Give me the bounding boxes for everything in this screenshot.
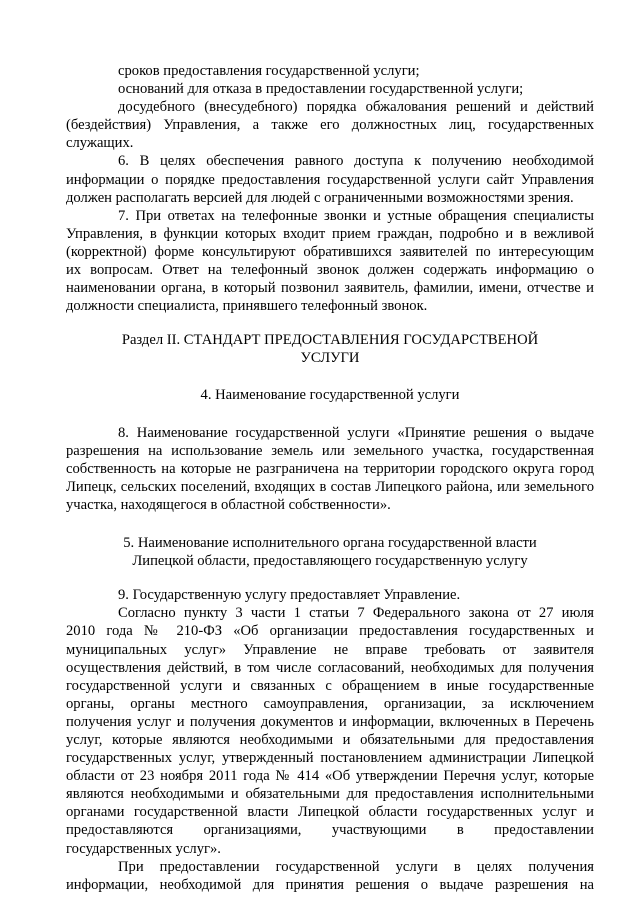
document-page [66,62,594,894]
text-line: органы, органы местного самоуправления, организации, за исключением [66,695,594,712]
text-line: осуществления действий, в том числе согласований, необходимых для получения [66,659,594,676]
text-line: должности специалиста, принявшего телефонный звонок. [66,298,428,315]
subsection-title-line: 5. Наименование исполнительного органа государственной власти [123,535,537,552]
list-item: оснований для отказа в предоставлении государственной услуги; [118,81,524,98]
text-line: досудебного (внесудебного) порядка обжалования решений и действий [118,99,594,116]
text-line: 7. При ответах на телефонные звонки и устные обращения специалисты [118,207,594,224]
text-line: участка, находящегося в областной собственности». [66,496,391,513]
text-line: информации о порядке предоставления государственной услуги сайт Управления [66,171,594,188]
text-line: области от 23 ноября 2011 года № 414 «Об утверждении Перечня услуг, которые [66,768,594,785]
paragraph-9 [66,586,594,604]
text-line: собственность на которые не разграничена на территории городского округа город [66,460,594,477]
subsection-5-title [66,534,594,570]
text-line: наименовании органа, в который позвонил заявитель, фамилии, имени, отчестве и [66,280,594,297]
text-line: являются необходимыми и обязательными для предоставления исполнительными [66,786,594,803]
subsection-4-title: 4. Наименование государственной услуги [200,386,460,403]
text-line: (корректной) форме консультируют обратившихся заявителей по интересующим [66,243,594,260]
text-line: 9. Государственную услугу предоставляет Управление. [118,587,461,604]
text-line: их вопросам. Ответ на телефонный звонок должен содержать информацию о [66,262,594,279]
text-line: муниципальных услуг» Управление не вправе требовать от заявителя [66,641,594,658]
paragraph-7 [66,207,594,316]
text-line: разрешения на использование земель или земельного участка, государственная [66,442,594,459]
text-line: государственной услуги и связанных с обращением в иные государственные [66,677,594,694]
text-line: Липецк, сельских поселений, входящих в состав Липецкого района, или земельного [66,478,594,495]
text-line: получения услуг и получения документов и информации, включенных в Перечень [66,713,594,730]
text-line: государственных услуг». [66,840,221,857]
list-block [66,62,594,98]
text-line: услуг, которые являются необходимыми и обязательными для предоставления [66,732,594,748]
paragraph-final [66,858,594,894]
text-line: При предоставлении государственной услуги в целях получения [118,858,594,875]
section-title [66,331,594,367]
text-line: 8. Наименование государственной услуги «Принятие решения о выдаче [118,424,594,441]
text-line: 6. В целях обеспечения равного доступа к получению необходимой [118,153,594,170]
text-line: должен располагать версией для людей с ограниченными возможностями зрения. [66,189,574,206]
text-line: органами государственной власти Липецкой области государственных услуг и [66,804,594,821]
text-line: 2010 года № 210-ФЗ «Об организации предоставления государственных и [66,623,594,640]
pre-trial-paragraph [66,98,594,152]
section-title-line: УСЛУГИ [300,350,360,367]
text-line: государственных услуг, утвержденный постановлением администрации Липецкой [66,750,594,767]
paragraph-9-continued [66,604,594,857]
text-line: Управления, в функции которых входит прием граждан, подробно и в вежливой [66,225,594,242]
text-line: информации, необходимой для принятия решения о выдаче разрешения на [66,876,594,893]
text-line: предоставляются организациями, участвующими в предоставлении [66,822,594,839]
subsection-title-line: Липецкой области, предоставляющего государственную услугу [132,553,528,570]
paragraph-6 [66,152,594,206]
paragraph-8 [66,424,594,514]
section-title-line: Раздел II. СТАНДАРТ ПРЕДОСТАВЛЕНИЯ ГОСУДАРСТВЕНОЙ [121,332,539,349]
text-line: (бездействия) Управления, а также его должностных лиц, государственных [66,117,594,134]
text-line: Согласно пункту 3 части 1 статьи 7 Федерального закона от 27 июля [118,605,594,622]
list-item: сроков предоставления государственной услуги; [118,63,420,79]
text-line: служащих. [66,135,134,152]
